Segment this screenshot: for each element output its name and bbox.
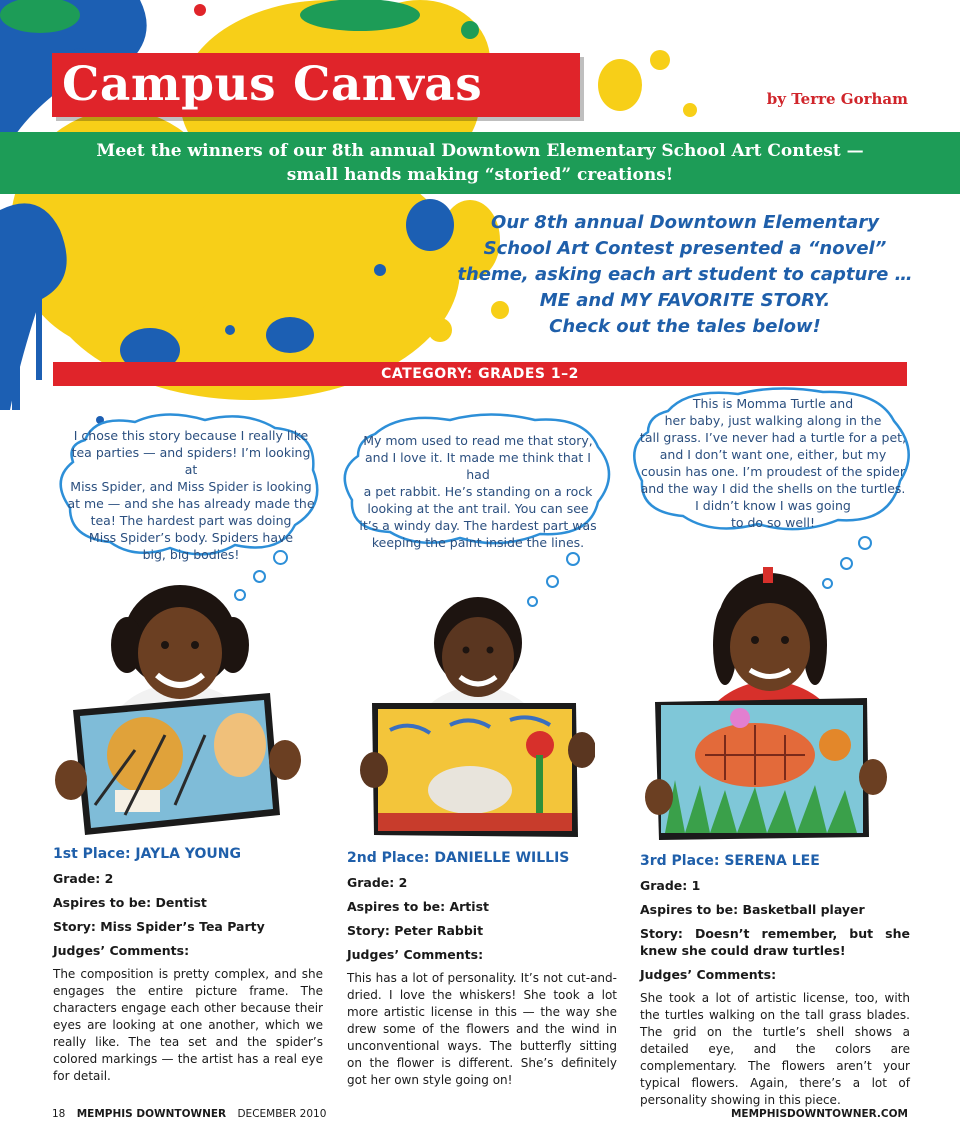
winner-grade: Grade: 1 — [640, 878, 701, 893]
bubble-3-line: I didn’t know I was going — [695, 498, 851, 513]
publication-name: MEMPHIS DOWNTOWNER — [76, 1108, 227, 1120]
winner-story: Story: Peter Rabbit — [347, 923, 484, 938]
byline: by Terre Gorham — [766, 90, 908, 108]
bubble-3-line: to do so well! — [730, 515, 816, 530]
bubble-3-line: tall grass. I’ve never had a turtle for a pet, — [639, 430, 907, 445]
intro-line-3: theme, asking each art student to capture … — [457, 264, 913, 285]
bubble-trail-dot — [273, 550, 288, 565]
winner-column-1 — [53, 846, 323, 1085]
page-footer — [52, 1108, 908, 1120]
bubble-3-line: cousin has one. I’m proudest of the spider — [641, 464, 905, 479]
page-title: Campus Canvas — [62, 57, 483, 112]
winner-photo-1 — [55, 575, 305, 837]
bubble-2-line: looking at the ant trail. You can see — [367, 501, 589, 516]
winner-column-3 — [640, 853, 910, 1109]
judges-comments-label: Judges’ Comments: — [347, 947, 484, 962]
thought-bubble-2 — [340, 412, 615, 550]
winner-aspires: Aspires to be: Artist — [347, 899, 489, 914]
bubble-3-line: This is Momma Turtle and — [692, 396, 854, 411]
intro-line-1: Our 8th annual Downtown Elementary — [491, 212, 879, 233]
bubble-trail-dot — [566, 552, 580, 566]
thought-bubble-3 — [628, 386, 916, 536]
bubble-1-line: at me — and she has already made the — [67, 496, 315, 511]
bubble-2-line: My mom used to read me that story, — [363, 433, 593, 448]
bubble-2-line: keeping the paint inside the lines. — [371, 535, 585, 550]
bubble-3-line: and I don’t want one, either, but my — [659, 447, 887, 462]
judges-comments-label: Judges’ Comments: — [640, 967, 777, 982]
masthead-title-block — [52, 53, 580, 117]
judges-comments: The composition is pretty complex, and she engages the entire picture frame. The characters engage each other because their eyes are looking at one another, which we really like. The tea set and the spider’s colored markings — the artist has a real eye for detail. — [53, 967, 323, 1083]
bubble-2-line: a pet rabbit. He’s standing on a rock — [363, 484, 593, 499]
issue-date: DECEMBER 2010 — [237, 1108, 327, 1120]
bubble-2-line: it’s a windy day. The hardest part was — [359, 518, 597, 533]
bubble-2-line: and I love it. It made me think that I had — [365, 450, 591, 482]
winner-grade: Grade: 2 — [53, 871, 114, 886]
footer-left — [52, 1108, 334, 1120]
winner-place: 1st Place: JAYLA YOUNG — [53, 846, 242, 862]
bubble-1-line: tea! The hardest part was doing — [90, 513, 292, 528]
judges-comments: She took a lot of artistic license, too, with the turtles walking on the tall grass blades. The grid on the turtle’s shell shows a detailed eye, and the colors are complementary. The flowers aren’t your typical flowers. Again, there’s a lot of personality showing in this piece. — [640, 991, 910, 1107]
winner-story: Story: Doesn’t remember, but she knew she could draw turtles! — [640, 926, 910, 958]
bubble-1-line: I chose this story because I really like — [73, 428, 309, 443]
winner-aspires: Aspires to be: Basketball player — [640, 902, 865, 917]
winner-place: 3rd Place: SERENA LEE — [640, 853, 820, 869]
subtitle-line-1: Meet the winners of our 8th annual Downtown Elementary School Art Contest — — [96, 141, 864, 161]
judges-comments-label: Judges’ Comments: — [53, 943, 190, 958]
judges-comments: This has a lot of personality. It’s not cut-and-dried. I love the whiskers! She took a lot more artistic license in this — the way she drew some of the flowers and the wind in unconventional ways. The butterfly sitting on the flower is different. She’s definitely got her own style going on! — [347, 971, 617, 1087]
bubble-3-line: and the way I did the shells on the turtles. — [640, 481, 906, 496]
intro-line-4: ME and MY FAVORITE STORY. — [539, 290, 831, 311]
category-bar: CATEGORY: GRADES 1–2 — [53, 362, 907, 386]
winner-photo-3 — [645, 565, 890, 840]
winner-column-2 — [347, 850, 617, 1089]
bubble-trail-dot — [858, 536, 872, 550]
bubble-3-line: her baby, just walking along in the — [664, 413, 882, 428]
page-number: 18 — [52, 1108, 66, 1120]
bubble-1-line: big, big bodies! — [142, 547, 240, 562]
winner-place: 2nd Place: DANIELLE WILLIS — [347, 850, 570, 866]
bubble-1-line: Miss Spider’s body. Spiders have — [88, 530, 294, 545]
intro-line-5: Check out the tales below! — [549, 316, 821, 337]
intro-text — [455, 210, 915, 340]
subtitle-band — [0, 132, 960, 194]
subtitle — [65, 139, 895, 187]
winner-grade: Grade: 2 — [347, 875, 408, 890]
thought-bubble-1 — [55, 410, 325, 560]
winner-story: Story: Miss Spider’s Tea Party — [53, 919, 265, 934]
winner-photo-2 — [360, 585, 595, 840]
bubble-1-line: tea parties — and spiders! I’m looking at — [71, 445, 311, 477]
intro-line-2: School Art Contest presented a “novel” — [483, 238, 887, 259]
footer-website — [731, 1108, 908, 1120]
bubble-1-line: Miss Spider, and Miss Spider is looking — [70, 479, 312, 494]
subtitle-line-2: small hands making “storied” creations! — [286, 165, 674, 185]
website-url: MEMPHISDOWNTOWNER.COM — [730, 1108, 908, 1120]
winner-aspires: Aspires to be: Dentist — [53, 895, 207, 910]
